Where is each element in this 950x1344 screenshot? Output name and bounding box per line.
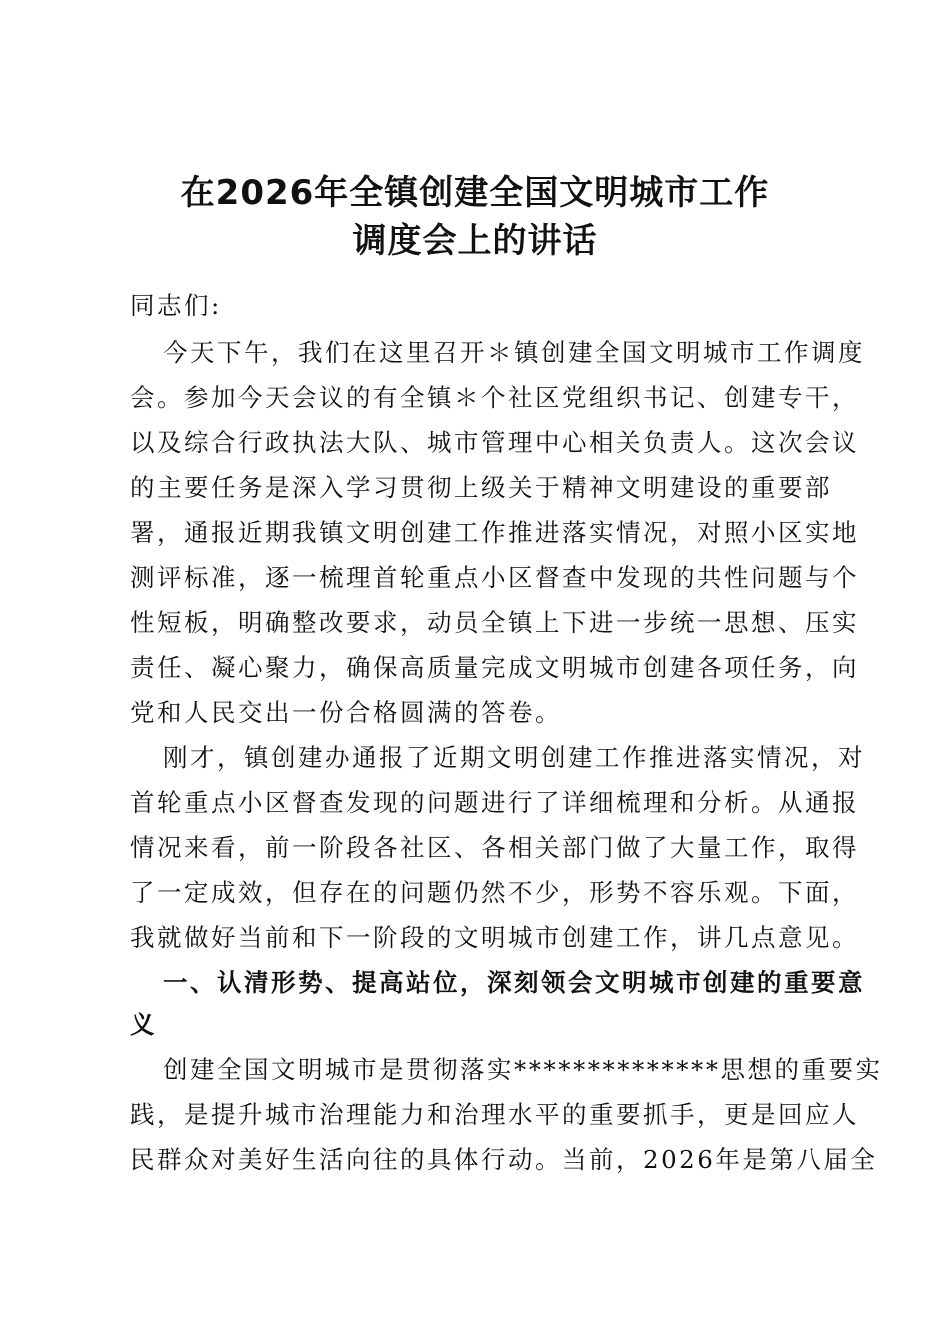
paragraph-1-line: 署，通报近期我镇文明创建工作推进落实情况，对照小区实地 — [130, 518, 859, 547]
paragraph-1-line: 的主要任务是深入学习贯彻上级关于精神文明建设的重要部 — [130, 473, 832, 502]
paragraph-1-line: 今天下午，我们在这里召开＊镇创建全国文明城市工作调度 — [163, 338, 865, 367]
paragraph-1-line: 性短板，明确整改要求，动员全镇上下进一步统一思想、压实 — [130, 608, 859, 637]
document-title-line-2: 调度会上的讲话 — [352, 221, 598, 261]
paragraph-3-line: 民群众对美好生活向往的具体行动。当前，2026年是第八届全 — [130, 1145, 878, 1174]
paragraph-3-line: 践，是提升城市治理能力和治理水平的重要抓手，更是回应人 — [130, 1100, 859, 1129]
paragraph-1-line: 党和人民交出一份合格圆满的答卷。 — [130, 698, 562, 727]
section-heading-line: 义 — [130, 1010, 157, 1039]
paragraph-1-line: 责任、凝心聚力，确保高质量完成文明城市创建各项任务，向 — [130, 653, 859, 682]
paragraph-2-line: 情况来看，前一阶段各社区、各相关部门做了大量工作，取得 — [130, 833, 859, 862]
paragraph-1-line: 会。参加今天会议的有全镇＊个社区党组织书记、创建专干， — [130, 383, 859, 412]
paragraph-2-line: 刚才，镇创建办通报了近期文明创建工作推进落实情况，对 — [163, 743, 865, 772]
paragraph-1-line: 测评标准，逐一梳理首轮重点小区督查中发现的共性问题与个 — [130, 563, 859, 592]
paragraph-2-line: 首轮重点小区督查发现的问题进行了详细梳理和分析。从通报 — [130, 788, 859, 817]
paragraph-1-line: 以及综合行政执法大队、城市管理中心相关负责人。这次会议 — [130, 428, 859, 457]
document-title-line-1: 在2026年全镇创建全国文明城市工作 — [180, 173, 770, 213]
section-heading-line: 一、认清形势、提高站位，深刻领会文明城市创建的重要意 — [163, 968, 865, 997]
salutation: 同志们: — [130, 291, 222, 320]
paragraph-2-line: 我就做好当前和下一阶段的文明城市创建工作，讲几点意见。 — [130, 923, 859, 952]
paragraph-2-line: 了一定成效，但存在的问题仍然不少，形势不容乐观。下面， — [130, 878, 859, 907]
paragraph-3-line: 创建全国文明城市是贯彻落实**************思想的重要实 — [163, 1055, 883, 1084]
